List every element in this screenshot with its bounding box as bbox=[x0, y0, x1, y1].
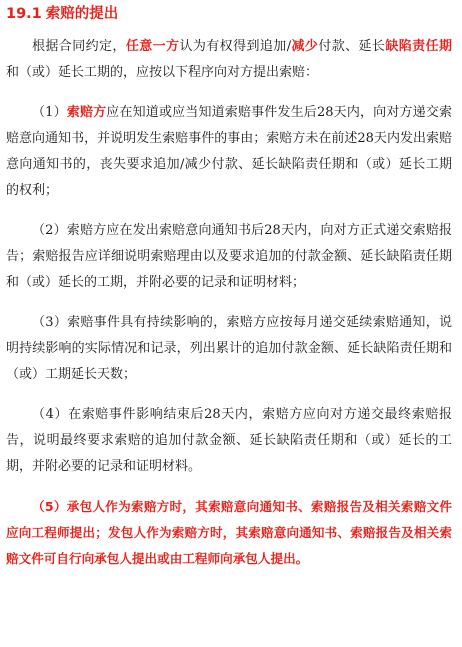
claim-step-1-lead: （1） bbox=[32, 105, 67, 120]
intro-paragraph bbox=[6, 34, 452, 86]
claim-step-1 bbox=[6, 100, 452, 204]
intro-highlight-defect-period: 缺陷责任期 bbox=[385, 39, 452, 54]
intro-text-1: 根据合同约定， bbox=[32, 39, 126, 54]
intro-text-2: 认为有权得到追加/ bbox=[179, 39, 292, 54]
claim-step-2: （2）索赔方应在发出索赔意向通知书后28天内，向对方正式递交索赔报告；索赔报告应详细说明索赔理由以及要求追加的付款金额、延长缺陷责任期和（或）延长的工期，并附必要的记录和证明材料； bbox=[6, 223, 452, 290]
section-number: 19.1 bbox=[6, 6, 42, 22]
claim-step-3: （3）索赔事件具有持续影响的，索赔方应按每月递交延续索赔通知，说明持续影响的实际情况和记录，列出累计的追加付款金额、延长缺陷责任期和（或）工期延长天数； bbox=[6, 315, 452, 382]
claim-step-1-text: 应在知道或应当知道索赔事件发生后28天内，向对方递交索赔意向通知书，并说明发生索赔事件的事由；索赔方未在前述28天内发出索赔意向通知书的，丧失要求追加/减少付款、延长缺陷责任期和（或）延长工期的权利； bbox=[6, 105, 452, 198]
claim-step-1-highlight: 索赔方 bbox=[66, 105, 107, 120]
intro-highlight-any-party: 任意一方 bbox=[125, 39, 180, 54]
intro-text-3: 付款、延长 bbox=[318, 39, 386, 54]
intro-text-4: 和（或）延长工期的，应按以下程序向对方提出索赔： bbox=[6, 65, 319, 80]
section-title: 索赔的提出 bbox=[45, 6, 119, 22]
section-heading bbox=[6, 4, 452, 24]
claim-step-4: （4）在索赔事件影响结束后28天内，索赔方应向对方递交最终索赔报告，说明最终要求索赔的追加付款金额、延长缺陷责任期和（或）延长的工期，并附必要的记录和证明材料。 bbox=[6, 407, 452, 474]
intro-highlight-reduce: 减少 bbox=[291, 39, 319, 54]
claim-step-5: （5）承包人作为索赔方时，其索赔意向通知书、索赔报告及相关索赔文件应向工程师提出；发包人作为索赔方时，其索赔意向通知书、索赔报告及相关索赔文件可自行向承包人提出或由工程师向承包人提出。 bbox=[6, 499, 452, 566]
